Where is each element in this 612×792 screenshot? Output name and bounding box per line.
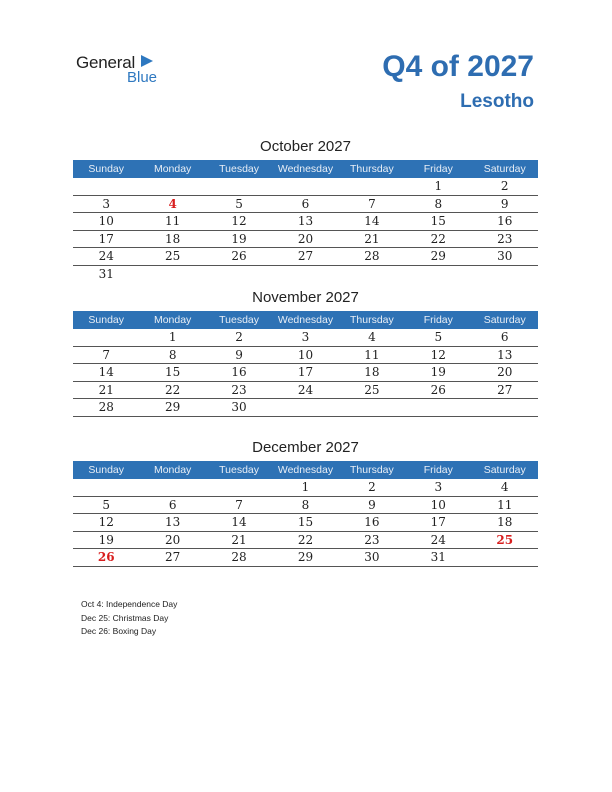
day-cell: 23 bbox=[497, 231, 513, 246]
day-cell: 18 bbox=[164, 231, 181, 246]
day-cell: 8 bbox=[434, 196, 443, 211]
empty-day-cell bbox=[272, 178, 338, 195]
weekday-label: Saturday bbox=[483, 464, 526, 476]
day-cell: 4 bbox=[168, 196, 177, 211]
day-cell: 14 bbox=[98, 365, 114, 379]
day-cell: 10 bbox=[98, 214, 114, 228]
day-cell: 6 bbox=[301, 196, 310, 211]
month-november bbox=[73, 289, 538, 417]
day-cell: 18 bbox=[497, 515, 513, 529]
day-cell: 24 bbox=[297, 382, 314, 397]
day-cell: 7 bbox=[235, 497, 243, 512]
empty-day-cell bbox=[73, 178, 139, 195]
day-cell: 3 bbox=[434, 480, 443, 494]
holiday-note: Dec 25: Christmas Day bbox=[81, 612, 169, 623]
empty-day-cell bbox=[339, 266, 405, 284]
day-cell: 9 bbox=[235, 347, 243, 362]
day-cell: 20 bbox=[164, 532, 181, 547]
empty-day-cell bbox=[272, 266, 338, 284]
week-row bbox=[73, 266, 538, 284]
day-cell: 5 bbox=[102, 497, 111, 512]
empty-day-cell bbox=[73, 329, 139, 346]
day-cell: 21 bbox=[98, 382, 114, 397]
brand-blue-text: Blue bbox=[127, 69, 158, 86]
day-cell: 12 bbox=[98, 515, 114, 529]
day-cell: 25 bbox=[164, 249, 181, 263]
day-cell: 12 bbox=[231, 214, 247, 228]
day-cell: 24 bbox=[98, 249, 114, 263]
day-cell: 15 bbox=[430, 214, 446, 228]
day-cell: 20 bbox=[497, 365, 513, 379]
day-cell: 30 bbox=[364, 550, 380, 564]
week-row bbox=[73, 399, 538, 417]
weekday-label: Wednesday bbox=[277, 464, 334, 476]
week-row bbox=[73, 497, 538, 515]
weekday-label: Tuesday bbox=[219, 163, 259, 175]
empty-day-cell bbox=[139, 479, 205, 496]
day-cell: 29 bbox=[430, 249, 446, 263]
day-cell: 27 bbox=[497, 382, 513, 397]
week-row bbox=[73, 479, 538, 497]
day-cell: 28 bbox=[364, 249, 380, 263]
day-cell: 1 bbox=[168, 330, 177, 344]
empty-day-cell bbox=[339, 178, 405, 195]
day-cell: 22 bbox=[430, 231, 446, 246]
day-cell: 26 bbox=[430, 382, 446, 397]
weekday-label: Thursday bbox=[350, 464, 394, 476]
country-name: Lesotho bbox=[460, 91, 534, 112]
week-row bbox=[73, 549, 538, 567]
empty-day-cell bbox=[73, 479, 139, 496]
holiday-note: Dec 26: Boxing Day bbox=[81, 626, 157, 636]
weekday-label: Saturday bbox=[483, 314, 526, 326]
day-cell: 5 bbox=[235, 196, 243, 211]
day-cell: 3 bbox=[301, 330, 310, 344]
weekday-label: Saturday bbox=[483, 163, 526, 175]
empty-day-cell bbox=[339, 399, 405, 416]
weekday-label: Wednesday bbox=[277, 314, 334, 326]
empty-day-cell bbox=[405, 266, 471, 284]
day-cell: 16 bbox=[364, 515, 380, 529]
day-cell: 23 bbox=[231, 382, 247, 397]
brand-logo bbox=[76, 53, 176, 87]
day-cell: 2 bbox=[368, 480, 376, 494]
weekday-label: Tuesday bbox=[219, 464, 259, 476]
week-row bbox=[73, 532, 538, 550]
weekday-label: Tuesday bbox=[219, 314, 259, 326]
day-cell: 16 bbox=[497, 214, 513, 228]
month-december bbox=[73, 439, 538, 567]
week-row bbox=[73, 196, 538, 214]
flag-icon bbox=[140, 54, 154, 68]
day-cell: 24 bbox=[430, 532, 446, 547]
day-cell: 11 bbox=[164, 214, 181, 228]
day-cell: 28 bbox=[98, 400, 114, 414]
day-cell: 22 bbox=[297, 532, 314, 547]
month-title: December 2027 bbox=[252, 439, 359, 456]
day-cell: 13 bbox=[164, 515, 181, 529]
day-cell: 13 bbox=[497, 347, 513, 362]
weekday-label: Wednesday bbox=[277, 163, 334, 175]
day-cell: 26 bbox=[231, 249, 247, 263]
weekday-label: Sunday bbox=[88, 464, 125, 476]
day-cell: 6 bbox=[168, 497, 177, 512]
day-cell: 14 bbox=[231, 515, 247, 529]
day-cell: 1 bbox=[301, 480, 310, 494]
day-cell: 6 bbox=[500, 330, 509, 344]
weekday-label: Thursday bbox=[350, 163, 394, 175]
day-cell: 10 bbox=[297, 347, 314, 362]
week-row bbox=[73, 178, 538, 196]
weekday-label: Friday bbox=[423, 314, 453, 326]
day-cell: 31 bbox=[98, 266, 114, 281]
empty-day-cell bbox=[405, 399, 471, 416]
month-october bbox=[73, 138, 538, 283]
weekday-header bbox=[73, 311, 538, 329]
week-row bbox=[73, 213, 538, 231]
month-title: October 2027 bbox=[260, 138, 351, 155]
day-cell: 30 bbox=[497, 249, 513, 263]
weekday-label: Thursday bbox=[350, 314, 394, 326]
day-cell: 9 bbox=[500, 196, 509, 211]
day-cell: 25 bbox=[364, 382, 380, 397]
empty-day-cell bbox=[139, 266, 205, 284]
day-cell: 4 bbox=[500, 480, 509, 494]
day-cell: 29 bbox=[164, 400, 181, 414]
week-row bbox=[73, 364, 538, 382]
empty-day-cell bbox=[472, 399, 538, 416]
empty-day-cell bbox=[206, 266, 272, 284]
day-cell: 15 bbox=[297, 515, 314, 529]
weekday-label: Sunday bbox=[88, 163, 125, 175]
day-cell: 17 bbox=[98, 231, 114, 246]
day-cell: 29 bbox=[297, 550, 314, 564]
day-cell: 11 bbox=[497, 497, 513, 512]
week-row bbox=[73, 231, 538, 249]
empty-day-cell bbox=[206, 479, 272, 496]
empty-day-cell bbox=[206, 178, 272, 195]
holiday-note: Oct 4: Independence Day bbox=[81, 599, 178, 609]
day-cell: 8 bbox=[168, 347, 177, 362]
day-cell: 19 bbox=[98, 532, 114, 547]
day-cell: 7 bbox=[102, 347, 111, 362]
day-cell: 21 bbox=[364, 231, 380, 246]
day-cell: 27 bbox=[297, 249, 314, 263]
day-cell: 31 bbox=[430, 550, 446, 564]
day-cell: 4 bbox=[368, 330, 376, 344]
empty-day-cell bbox=[139, 178, 205, 195]
day-cell: 2 bbox=[235, 330, 243, 344]
weekday-label: Friday bbox=[423, 163, 453, 175]
day-cell: 10 bbox=[430, 497, 446, 512]
page-title: Q4 of 2027 bbox=[382, 50, 534, 83]
day-cell: 18 bbox=[364, 365, 380, 379]
weekday-label: Friday bbox=[423, 464, 453, 476]
day-cell: 8 bbox=[301, 497, 310, 512]
day-cell: 15 bbox=[164, 365, 181, 379]
day-cell: 16 bbox=[231, 365, 247, 379]
day-cell: 1 bbox=[434, 179, 443, 193]
day-cell: 7 bbox=[368, 196, 376, 211]
day-cell: 14 bbox=[364, 214, 380, 228]
day-cell: 25 bbox=[496, 532, 514, 547]
week-row bbox=[73, 514, 538, 532]
weekday-label: Monday bbox=[153, 163, 192, 175]
empty-day-cell bbox=[472, 549, 538, 566]
day-cell: 30 bbox=[231, 400, 247, 414]
day-cell: 22 bbox=[164, 382, 181, 397]
day-cell: 13 bbox=[297, 214, 314, 228]
day-cell: 28 bbox=[231, 550, 247, 564]
weekday-header bbox=[73, 461, 538, 479]
holiday-notes bbox=[81, 598, 177, 639]
weekday-label: Sunday bbox=[88, 314, 125, 326]
day-cell: 27 bbox=[164, 550, 181, 564]
day-cell: 21 bbox=[231, 532, 247, 547]
week-row bbox=[73, 329, 538, 347]
empty-day-cell bbox=[272, 399, 338, 416]
week-row bbox=[73, 382, 538, 400]
day-cell: 9 bbox=[368, 497, 376, 512]
empty-day-cell bbox=[472, 266, 538, 284]
weekday-label: Monday bbox=[153, 464, 192, 476]
day-cell: 19 bbox=[430, 365, 446, 379]
day-cell: 17 bbox=[430, 515, 446, 529]
week-row bbox=[73, 248, 538, 266]
day-cell: 26 bbox=[97, 550, 115, 564]
day-cell: 5 bbox=[434, 330, 443, 344]
day-cell: 23 bbox=[364, 532, 380, 547]
weekday-label: Monday bbox=[153, 314, 192, 326]
day-cell: 17 bbox=[297, 365, 314, 379]
brand-general-text: General bbox=[76, 53, 136, 72]
day-cell: 19 bbox=[231, 231, 247, 246]
day-cell: 12 bbox=[430, 347, 446, 362]
day-cell: 3 bbox=[102, 196, 111, 211]
week-row bbox=[73, 347, 538, 365]
day-cell: 2 bbox=[500, 179, 509, 193]
weekday-header bbox=[73, 160, 538, 178]
day-cell: 11 bbox=[364, 347, 380, 362]
month-title: November 2027 bbox=[252, 289, 359, 306]
day-cell: 20 bbox=[297, 231, 314, 246]
